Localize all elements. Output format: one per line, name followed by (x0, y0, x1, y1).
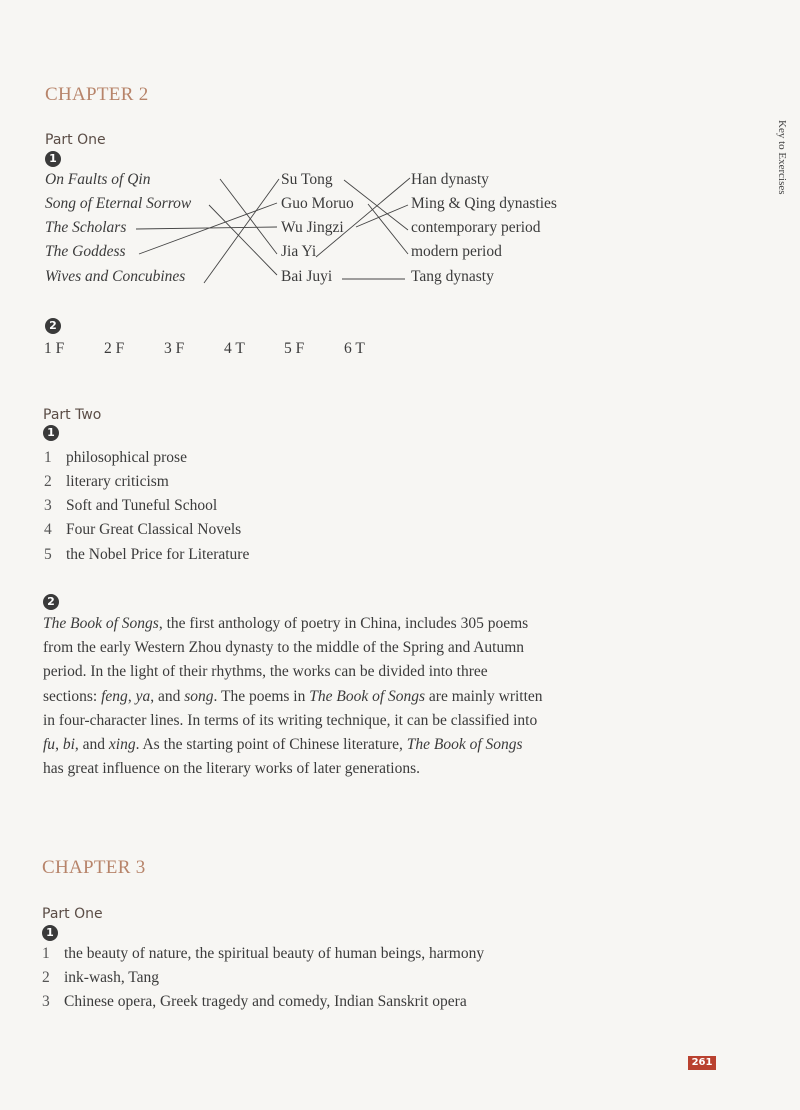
exercise-number-icon: 1 (42, 925, 58, 941)
italic-text-run: fu (43, 736, 56, 754)
list-item: 2 literary criticism (44, 473, 169, 490)
page-number-badge: 261 (688, 1056, 716, 1070)
text-run: , and (74, 736, 109, 754)
true-false-answers (44, 340, 404, 358)
exercise-number-icon: 2 (43, 594, 59, 610)
list-item: 3 Soft and Tuneful School (44, 497, 218, 514)
work-item: The Scholars (45, 219, 127, 236)
text-run: are mainly written in four-character lines. In terms of its writing technique, it can be classified into (43, 687, 543, 729)
match-line-author-4 (316, 178, 410, 257)
italic-text-run: feng (101, 687, 128, 705)
chapter-2-part-one-title: Part One (45, 132, 106, 148)
period-item: contemporary period (411, 219, 541, 236)
chapter-3-title: CHAPTER 3 (42, 857, 146, 878)
text-run: , (55, 736, 63, 754)
italic-text-run: ya (135, 687, 151, 705)
italic-text-run: bi (62, 736, 75, 754)
text-run: has great influence on the literary works of later generations. (43, 760, 421, 778)
italic-text-run: song (184, 687, 214, 705)
author-item: Jia Yi (281, 243, 317, 260)
tf-answer: 2 F (104, 340, 125, 357)
period-item: Tang dynasty (411, 268, 494, 285)
text-run: , and (150, 687, 185, 705)
list-item: 1 philosophical prose (44, 449, 187, 466)
text-run: . The poems in (213, 687, 310, 705)
tf-answer: 5 F (284, 340, 305, 357)
list-item: 3 Chinese opera, Greek tragedy and comedy, Indian Sanskrit opera (42, 993, 467, 1010)
author-item: Guo Moruo (281, 195, 354, 212)
author-item: Su Tong (281, 171, 333, 188)
match-line-work-1 (220, 179, 277, 254)
work-item: The Goddess (45, 243, 126, 260)
list-item: 5 the Nobel Price for Literature (44, 546, 250, 563)
work-item: Wives and Concubines (45, 268, 186, 285)
match-line-work-5 (204, 179, 279, 283)
tf-answer: 4 T (224, 340, 245, 357)
exercise-number-icon: 1 (45, 151, 61, 167)
exercise-number-icon: 2 (45, 318, 61, 334)
author-item: Bai Juyi (281, 268, 333, 285)
list-item: 2 ink-wash, Tang (42, 969, 160, 986)
chapter-2-part-two-title: Part Two (43, 407, 102, 423)
chapter-2-title: CHAPTER 2 (45, 84, 149, 105)
work-item: Song of Eternal Sorrow (45, 195, 192, 212)
tf-answer: 3 F (164, 340, 185, 357)
match-line-author-2 (368, 204, 408, 254)
text-run: . As the starting point of Chinese literature, (135, 736, 407, 754)
text-run: , (127, 687, 136, 705)
list-item: 1 the beauty of nature, the spiritual beauty of human beings, harmony (42, 945, 485, 962)
exercise-number-icon: 1 (43, 425, 59, 441)
tf-answer: 6 T (344, 340, 365, 357)
tf-answer: 1 F (44, 340, 65, 357)
author-item: Wu Jingzi (281, 219, 344, 236)
italic-text-run: The Book of Songs (43, 615, 159, 632)
book-of-songs-paragraph (43, 612, 543, 781)
running-head: Key to Exercises (776, 120, 788, 195)
chapter-3-part-one-title: Part One (42, 906, 103, 922)
italic-text-run: xing (108, 736, 136, 754)
period-item: modern period (411, 243, 502, 260)
period-item: Ming & Qing dynasties (411, 195, 557, 212)
italic-text-run: The Book of Songs (406, 736, 523, 754)
italic-text-run: The Book of Songs (309, 687, 426, 705)
period-item: Han dynasty (411, 171, 489, 188)
work-item: On Faults of Qin (45, 171, 151, 188)
list-item: 4 Four Great Classical Novels (44, 521, 242, 538)
text-run: , the first anthology of poetry in China, includes 305 poems from the early Western Zhou dynasty to the middle of the Spring and Autumn period. In the light of their rhythms, the works can be divided into three sections: (43, 615, 529, 705)
